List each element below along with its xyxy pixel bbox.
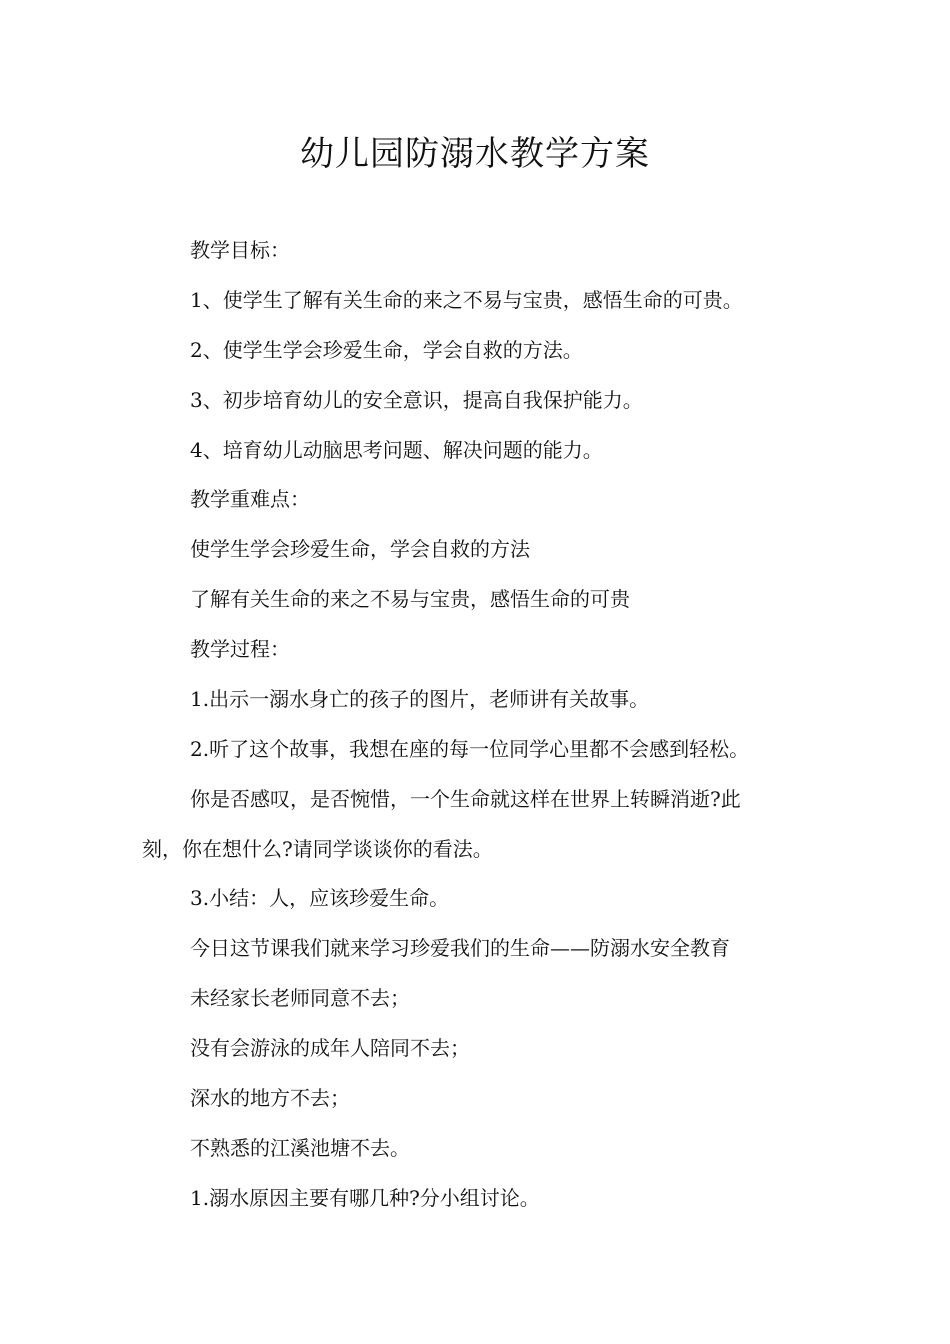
paragraph-line: 2.听了这个故事，我想在座的每一位同学心里都不会感到轻松。 xyxy=(190,737,750,761)
paragraph-line: 3.小结：人，应该珍爱生命。 xyxy=(190,886,450,910)
section-heading-key-points: 教学重难点： xyxy=(190,487,310,511)
paragraph-line: 了解有关生命的来之不易与宝贵，感悟生命的可贵 xyxy=(190,587,630,611)
paragraph-line: 1.溺水原因主要有哪几种?分小组讨论。 xyxy=(190,1186,540,1210)
paragraph-line: 1.出示一溺水身亡的孩子的图片，老师讲有关故事。 xyxy=(190,687,650,711)
paragraph-line: 4、培育幼儿动脑思考问题、解决问题的能力。 xyxy=(190,438,603,462)
paragraph-line: 未经家长老师同意不去； xyxy=(190,986,410,1010)
paragraph-line: 3、初步培育幼儿的安全意识，提高自我保护能力。 xyxy=(190,388,643,412)
paragraph-line: 今日这节课我们就来学习珍爱我们的生命——防溺水安全教育 xyxy=(190,936,730,960)
paragraph-line: 2、使学生学会珍爱生命，学会自救的方法。 xyxy=(190,338,583,362)
paragraph-line: 你是否感叹，是否惋惜，一个生命就这样在世界上转瞬消逝?此 xyxy=(190,787,741,811)
document-title: 幼儿园防溺水教学方案 xyxy=(300,134,650,174)
paragraph-line: 1、使学生了解有关生命的来之不易与宝贵，感悟生命的可贵。 xyxy=(190,288,743,312)
section-heading-process: 教学过程： xyxy=(190,637,290,661)
paragraph-line: 不熟悉的江溪池塘不去。 xyxy=(190,1136,410,1160)
section-heading-goals: 教学目标： xyxy=(190,238,290,262)
paragraph-line: 没有会游泳的成年人陪同不去； xyxy=(190,1036,470,1060)
paragraph-line: 深水的地方不去； xyxy=(190,1086,350,1110)
paragraph-line-continued: 刻，你在想什么?请同学谈谈你的看法。 xyxy=(142,837,493,861)
paragraph-line: 使学生学会珍爱生命，学会自救的方法 xyxy=(190,537,530,561)
